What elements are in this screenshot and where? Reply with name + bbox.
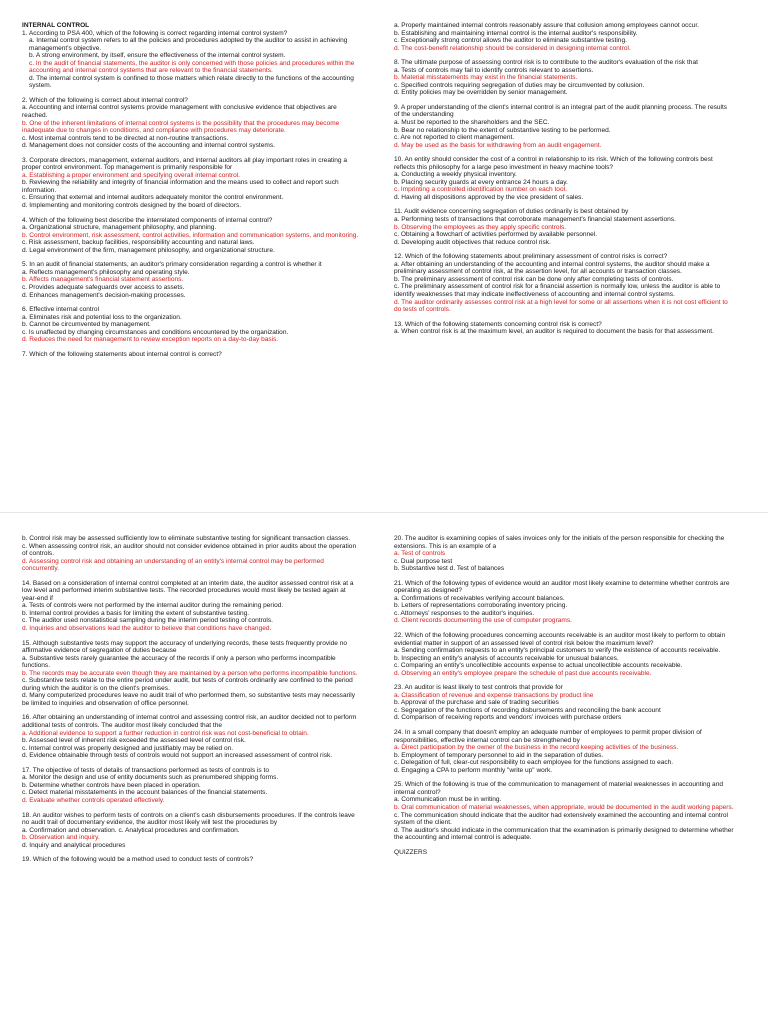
question-block: [394, 684, 734, 722]
question-block: [22, 714, 362, 759]
answer-option-correct: a. Additional evidence to support a further reduction in control risk was not cost-beneficial to obtain.: [22, 729, 309, 737]
answer-option-correct: d. The cost-benefit relationship should be considered in designing internal control.: [394, 44, 631, 52]
answer-option-correct: d. Reduces the need for management to review exception reports on a day-to-day basis.: [22, 336, 279, 344]
answer-option: a. Confirmation and observation. c. Analytical procedures and confirmation.: [22, 826, 240, 834]
question-stem: 24. In a small company that doesn't employ an adequate number of employees to permit proper division of responsibilities, effective internal control can be strengthened by: [394, 729, 702, 744]
question-block: [394, 22, 734, 52]
answer-option-correct: b. Observing the employees as they apply specific controls.: [394, 223, 567, 231]
question-stem: 8. The ultimate purpose of assessing control risk is to contribute to the auditor's evaluation of the risk that: [394, 59, 698, 67]
answer-option-correct: b. Material misstatements may exist in the financial statements.: [394, 74, 578, 82]
answer-option-correct: d. Assessing control risk and obtaining an understanding of an entity's internal control may be performed concurrently.: [22, 557, 324, 573]
answer-option-correct: b. Oral communication of material weaknesses, when appropriate, would be documented in the audit working papers.: [394, 803, 734, 811]
answer-option-correct: c. Imprinting a controlled identification number on each tool.: [394, 186, 567, 194]
answer-option: c. Specified controls requiring segregation of duties may be circumvented by collusion.: [394, 81, 645, 89]
answer-option: d. Engaging a CPA to perform monthly "write up" work.: [394, 766, 553, 774]
answer-option-correct: d. Observing an entity's employee prepare the schedule of past due accounts receivable.: [394, 669, 652, 677]
answer-option: c. Ensuring that external and internal auditors adequately monitor the control environment.: [22, 194, 284, 202]
answer-option: a. After obtaining an understanding of the accounting and internal control systems, the auditor should make a preliminary assessment of control risk, at the assertion level, for all accounts or transaction classes.: [394, 260, 710, 276]
question-stem: 25. Which of the following is true of the communication to management of material weaknesses in accounting and internal control?: [394, 781, 723, 796]
answer-option-correct: d. The auditor ordinarily assesses control risk at a high level for some or all assertions when it is not cost efficient to do tests of controls.: [394, 298, 728, 314]
answer-option: c. Internal control was properly designed and justifiably may be relied on.: [22, 744, 234, 752]
answer-option: b. Determine whether controls have been placed in operation.: [22, 781, 201, 789]
question-block: [22, 351, 362, 359]
answer-option: d. Management does not consider costs of the accounting and internal control systems.: [22, 142, 275, 150]
question-stem: 23. An auditor is least likely to test controls that provide for: [394, 684, 563, 692]
answer-option: b. Letters of representations corroborating inventory pricing.: [394, 602, 568, 610]
section-title: INTERNAL CONTROL: [22, 22, 90, 29]
question-stem: 14. Based on a consideration of internal control completed at an interim date, the auditor assessed control risk at a low level and performed interim substantive tests. The recorded procedures would most likely be tested again at year-end if: [22, 579, 354, 602]
question-stem: 7. Which of the following statements about internal control is correct?: [22, 350, 222, 358]
answer-option-correct: c. In the audit of financial statements, the auditor is only concerned with those policies and procedures within the accounting and internal control systems that are relevant to the financial statements.: [29, 59, 355, 75]
question-block: [22, 30, 362, 90]
answer-option: a. Eliminates risk and potential loss to the organization.: [22, 313, 182, 321]
answer-option: a. Performing tests of transactions that corroborate management's financial statement assertions.: [394, 216, 676, 224]
answer-option: b. Employment of temporary personnel to aid in the separation of duties.: [394, 751, 604, 759]
answer-option: b. A strong environment, by itself, ensure the effectiveness of the internal control system.: [29, 52, 286, 60]
answer-option: b. The preliminary assessment of control risk can be done only after completing tests of controls.: [394, 275, 674, 283]
document-page-2: [0, 512, 768, 1025]
question-stem: 10. An entity should consider the cost of a control in relationship to its risk. Which of the following controls best reflects this philosophy for a large peso investment in heavy machine tools?: [394, 156, 713, 171]
answer-option: d. Comparison of receiving reports and vendors' invoices with purchase orders: [394, 714, 622, 722]
question-block: [394, 321, 734, 336]
page-2-right-column: [394, 535, 734, 1023]
page-2-left-column: [22, 535, 362, 1023]
quizzers-heading: QUIZZERS: [394, 848, 428, 856]
question-block: [394, 59, 734, 97]
answer-option: c. Substantive tests relate to the entire period under audit, but tests of controls ordinarily are confined to the period during which the auditor is on the client's premises.: [22, 677, 353, 692]
answer-option-correct: d. May be used as the basis for withdrawing from an audit engagement.: [394, 141, 602, 149]
question-block: [22, 580, 362, 633]
answer-option: d. Many computerized procedures leave no audit trail of who performed them, so substantive tests may necessarily be limited to inquiries and observation of office personnel.: [22, 692, 355, 707]
answer-option-correct: b. Control environment, risk assessment, control activities, information and communication systems, and monitoring.: [22, 231, 359, 239]
answer-option-correct: b. The records may be accurate even though they are maintained by a person who performs incompatible functions.: [22, 669, 358, 677]
answer-option: c. Most internal controls tend to be directed at non-routine transactions.: [22, 134, 229, 142]
question-stem: 16. After obtaining an understanding of internal control and assessing control risk, an auditor decided not to perform additional tests of controls. The auditor most likely concluded that the: [22, 714, 357, 730]
answer-option-correct: a. Establishing a proper environment and specifying overall internal control.: [22, 171, 240, 179]
question-block: [394, 104, 734, 149]
question-stem: 3. Corporate directors, management, external auditors, and internal auditors all play important roles in creating a proper control environment. Top management is primarily responsible for: [22, 156, 347, 172]
page-1-right-column: [394, 22, 734, 510]
question-stem: 20. The auditor is examining copies of sales invoices only for the initials of the person responsible for checking the extensions. This is an example of a: [394, 535, 725, 550]
document-page-1: [0, 0, 768, 512]
answer-option: b. Bear no relationship to the extent of substantive testing to be performed.: [394, 126, 611, 134]
answer-option: a. Conducting a weekly physical inventory.: [394, 171, 517, 179]
answer-option: d. Developing audit objectives that reduce control risk.: [394, 238, 551, 246]
answer-option-correct: b. Affects management's financial statement assertions.: [22, 276, 184, 284]
answer-option: c. The communication should indicate that the auditor had extensively examined the accounting and internal control system of the client.: [394, 811, 728, 827]
answer-option: c. Attorneys' responses to the auditor's inquiries.: [394, 609, 535, 617]
answer-option-correct: a. Direct participation by the owner of the business in the record keeping activities of the business.: [394, 744, 679, 752]
question-stem: 5. In an audit of financial statements, an auditor's primary consideration regarding a control is whether it: [22, 261, 322, 269]
answer-option: c. Obtaining a flowchart of activities performed by available personnel.: [394, 231, 598, 239]
answer-option: c. Provides adequate safeguards over access to assets.: [22, 283, 185, 291]
answer-option: b. Placing security guards at every entrance 24 hours a day.: [394, 178, 568, 186]
question-block: [394, 535, 734, 573]
question-block: [22, 767, 362, 805]
question-block: [22, 812, 362, 850]
answer-option: c. When assessing control risk, an auditor should not consider evidence obtained in prior audits about the operation of controls.: [22, 542, 357, 558]
answer-option: a. Monitor the design and use of entity documents such as prenumbered shipping forms.: [22, 774, 279, 782]
question-stem: 17. The objective of tests of details of transactions performed as tests of controls is to: [22, 766, 269, 774]
answer-option: c. Segregation of the functions of recording disbursements and reconciling the bank account: [394, 706, 661, 714]
question-block: [394, 580, 734, 625]
answer-option: a. Communication must be in writing.: [394, 796, 502, 804]
answer-option: c. The preliminary assessment of control risk for a financial assertion is normally low, unless the auditor is able to identify weaknesses that may indicate ineffectiveness of accounting and internal control systems.: [394, 283, 721, 298]
question-block: [394, 253, 734, 313]
answer-option: b. Control risk may be assessed sufficiently low to eliminate substantive testing for significant transaction classes.: [22, 535, 351, 542]
answer-option: b. Substantive test d. Test of balances: [394, 565, 505, 573]
question-block: [394, 781, 734, 841]
page-1-left-column: [22, 22, 362, 510]
answer-option: a. Reflects management's philosophy and operating style.: [22, 268, 190, 276]
answer-option: c. Is unaffected by changing circumstances and conditions encountered by the organization.: [22, 328, 289, 336]
answer-option: a. Substantive tests rarely guarantee the accuracy of the records if only a person who performs incompatible functions.: [22, 654, 336, 670]
answer-option: c. Risk assessment, backup facilities, responsibility accounting and natural laws.: [22, 239, 255, 247]
answer-option: c. Detect material misstatements in the account balances of the financial statements.: [22, 789, 268, 797]
answer-option-correct: b. One of the inherent limitations of internal control systems is the possibility that the procedures may become inadequate due to changes in conditions, and compliance with procedures may deteriorate.: [22, 119, 340, 135]
answer-option: d. Inquiry and analytical procedures: [22, 841, 126, 849]
answer-option: a. Tests of controls were not performed by the internal auditor during the remaining period.: [22, 602, 284, 610]
question-block: [22, 261, 362, 299]
question-stem: 22. Which of the following procedures concerning accounts receivable is an auditor most likely to perform to obtain evidential matter in support of an assessed level of control risk below the maximum level?: [394, 632, 726, 647]
answer-option: d. Entity policies may be overridden by senior management.: [394, 89, 568, 97]
answer-option: c. Delegation of full, clear-cut responsibility to each employee for the functions assigned to each.: [394, 759, 674, 767]
answer-option: b. Assessed level of inherent risk exceeded the assessed level of control risk.: [22, 737, 246, 745]
answer-option-correct: a. Classification of revenue and expense transactions by product line: [394, 691, 594, 699]
answer-option: c. Comparing an entity's uncollectible accounts expense to actual uncollectible accounts receivable.: [394, 662, 683, 670]
answer-option-correct: d. Client records documenting the use of computer programs.: [394, 617, 572, 625]
question-stem: 2. Which of the following is correct about internal control?: [22, 96, 188, 104]
question-block: [22, 535, 362, 573]
answer-option: a. Tests of controls may fail to identify controls relevant to assertions.: [394, 66, 594, 74]
answer-option: b. Reviewing the reliability and integrity of financial information and the means used to collect and report such information.: [22, 179, 339, 194]
question-block: [394, 729, 734, 774]
answer-option: c. Dual purpose test: [394, 557, 453, 565]
answer-option: d. Implementing and monitoring controls designed by the board of directors.: [22, 202, 242, 210]
question-stem: 4. Which of the following best describe the interrelated components of internal control?: [22, 216, 273, 224]
answer-option: a. Sending confirmation requests to an entity's principal customers to verify the existence of accounts receivable.: [394, 647, 721, 655]
question-block: [22, 217, 362, 255]
answer-option: d. The internal control system is confined to those matters which relate directly to the functions of the accounting system.: [29, 74, 354, 90]
answer-option: a. When control risk is at the maximum level, an auditor is required to document the basis for that assessment.: [394, 328, 714, 336]
answer-option: c. The auditor used nonstatistical sampling during the interim period testing of controls.: [22, 617, 273, 625]
question-stem: 15. Although substantive tests may support the accuracy of underlying records, these tests frequently provide no affirmative evidence of segregation of duties because: [22, 639, 347, 655]
question-stem: 1. According to PSA 400, which of the following is correct regarding internal control system?: [22, 29, 288, 37]
question-stem: 13. Which of the following statements concerning control risk is correct?: [394, 320, 602, 328]
answer-option: a. Properly maintained internal controls reasonably assure that collusion among employees cannot occur.: [394, 22, 699, 29]
answer-option: d. Evidence obtainable through tests of controls would not support an increased assessment of control risk.: [22, 752, 333, 760]
answer-option: b. Approval of the purchase and sale of trading securities: [394, 699, 559, 707]
question-stem: 11. Audit evidence concerning segregation of duties ordinarily is best obtained by: [394, 208, 629, 216]
answer-option: d. The auditor's should indicate in the communication that the examination is primarily designed to determine whether the accounting and internal control is adequate.: [394, 826, 734, 842]
question-block: [394, 632, 734, 677]
answer-option: a. Must be reported to the shareholders and the SEC.: [394, 119, 550, 127]
answer-option: a. Accounting and internal control systems provide management with conclusive evidence that objectives are reached.: [22, 104, 337, 120]
answer-option: a. Organizational structure, management philosophy, and planning.: [22, 224, 217, 232]
answer-option: d. Enhances management's decision-making processes.: [22, 291, 186, 299]
question-stem: 21. Which of the following types of evidence would an auditor most likely examine to determine whether controls are operating as designed?: [394, 579, 730, 595]
question-stem: 12. Which of the following statements about preliminary assessment of control risks is correct?: [394, 253, 668, 261]
answer-option: a. Internal control system refers to all the policies and procedures adopted by the auditor to assist in achieving management's objective.: [29, 37, 348, 52]
answer-option: b. Establishing and maintaining internal control is the internal auditor's responsibility.: [394, 29, 638, 37]
answer-option: d. Having all dispositions approved by the vice president of sales.: [394, 193, 584, 201]
answer-option: c. Are not reported to client management.: [394, 134, 515, 142]
answer-option: b. Inspecting an entity's analysis of accounts receivable for unusual balances.: [394, 654, 619, 662]
quizzers-heading-block: [394, 849, 734, 857]
question-stem: 19. Which of the following would be a method used to conduct tests of controls?: [22, 856, 254, 864]
answer-option: b. Internal control provides a basis for limiting the extent of substantive testing.: [22, 609, 250, 617]
question-stem: 18. An auditor wishes to perform tests of controls on a client's cash disbursements procedures. If the controls leave no audit trail of documentary evidence, the auditor most likely will test the procedures by: [22, 811, 355, 827]
question-stem: 9. A proper understanding of the client's internal control is an integral part of the audit planning process. The results of the understanding: [394, 103, 728, 119]
question-block: [394, 156, 734, 201]
question-stem: 6. Effective internal control: [22, 306, 100, 314]
question-block: [22, 856, 362, 864]
answer-option: a. Confirmations of receivables verifying account balances.: [394, 594, 565, 602]
answer-option-correct: d. Inquiries and observations lead the auditor to believe that conditions have changed.: [22, 625, 272, 633]
question-block: [22, 306, 362, 344]
answer-option: d. Legal environment of the firm, management philosophy, and organizational structure.: [22, 246, 275, 254]
question-block: [22, 640, 362, 708]
answer-option-correct: a. Test of controls: [394, 550, 446, 558]
question-block: [22, 97, 362, 150]
answer-option-correct: b. Observation and inquiry.: [22, 834, 100, 842]
answer-option: b. Cannot be circumvented by management.: [22, 321, 151, 329]
question-block: [394, 208, 734, 246]
answer-option-correct: d. Evaluate whether controls operated effectively.: [22, 796, 165, 804]
answer-option: c. Exceptionally strong control allows the auditor to eliminate substantive testing.: [394, 37, 627, 45]
question-block: [22, 157, 362, 210]
